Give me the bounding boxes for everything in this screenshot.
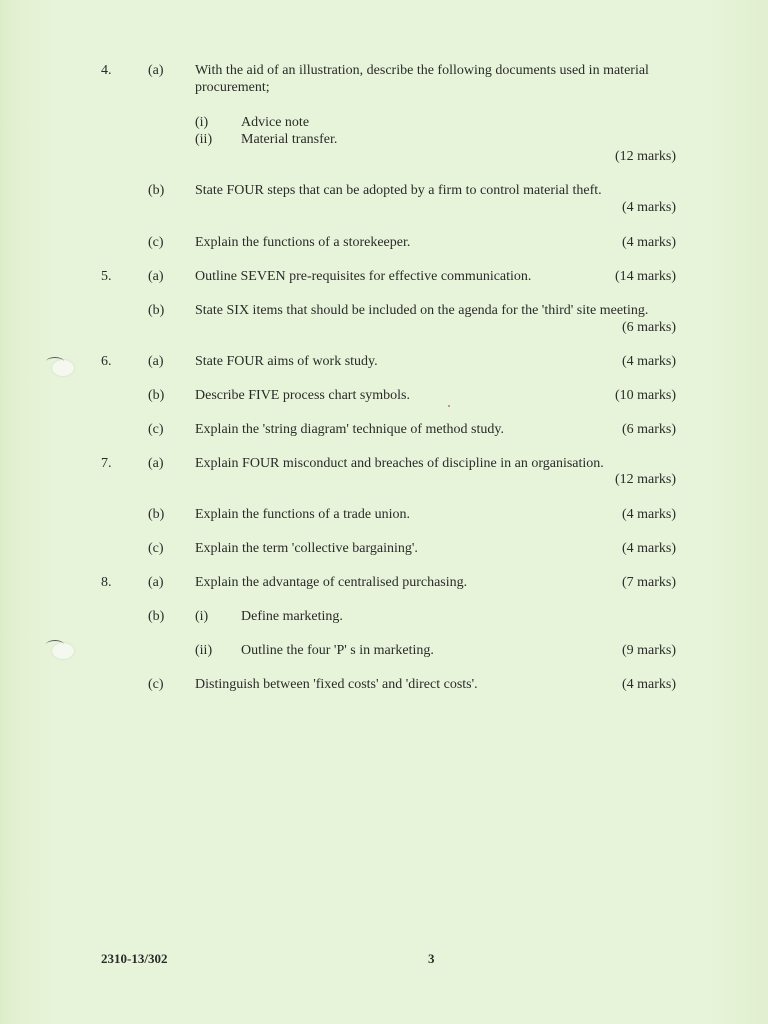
- question-4a-ii-text: Material transfer.: [241, 132, 338, 147]
- paper-speck: [448, 405, 450, 407]
- question-5b-text: State SIX items that should be included on the agenda for the 'third' site meeting.: [195, 303, 649, 318]
- question-4a-i-label: (i): [195, 115, 209, 130]
- question-5a-marks: (14 marks): [614, 269, 676, 284]
- question-6a-text: State FOUR aims of work study.: [195, 354, 378, 369]
- question-8a-label: (a): [148, 575, 164, 590]
- question-8b-label: (b): [148, 609, 165, 624]
- question-8b-ii-label: (ii): [195, 643, 213, 658]
- question-7c-label: (c): [148, 541, 164, 556]
- question-6-number: 6.: [101, 354, 112, 369]
- question-4-number: 4.: [101, 63, 112, 78]
- question-7-number: 7.: [101, 456, 112, 471]
- question-8a-marks: (7 marks): [621, 575, 676, 590]
- question-4a-text-line2: procurement;: [195, 80, 270, 95]
- question-7a-marks: (12 marks): [614, 472, 676, 487]
- question-6b-marks: (10 marks): [614, 388, 676, 403]
- question-7a-text: Explain FOUR misconduct and breaches of discipline in an organisation.: [195, 456, 604, 471]
- question-4b-text: State FOUR steps that can be adopted by a firm to control material theft.: [195, 183, 602, 198]
- question-8b-marks: (9 marks): [621, 643, 676, 658]
- question-4a-i-text: Advice note: [241, 115, 310, 130]
- question-6b-text: Describe FIVE process chart symbols.: [195, 388, 411, 403]
- question-8c-marks: (4 marks): [621, 677, 676, 692]
- question-6b-label: (b): [148, 388, 165, 403]
- paper-code: 2310-13/302: [101, 951, 168, 966]
- question-7b-marks: (4 marks): [621, 507, 676, 522]
- question-4b-label: (b): [148, 183, 165, 198]
- question-4c-label: (c): [148, 235, 164, 250]
- punch-hole-top: [52, 360, 74, 376]
- question-8b-i-text: Define marketing.: [241, 609, 343, 624]
- question-8b-ii-text: Outline the four 'P' s in marketing.: [241, 643, 434, 658]
- question-6a-marks: (4 marks): [621, 354, 676, 369]
- question-6c-marks: (6 marks): [621, 422, 676, 437]
- question-5b-marks: (6 marks): [621, 320, 676, 335]
- page-number: 3: [428, 951, 435, 966]
- question-6a-label: (a): [148, 354, 164, 369]
- question-5b-label: (b): [148, 303, 165, 318]
- question-5a-label: (a): [148, 269, 164, 284]
- question-7a-label: (a): [148, 456, 164, 471]
- question-6c-label: (c): [148, 422, 164, 437]
- punch-hole-bottom: [52, 643, 74, 659]
- question-7c-text: Explain the term 'collective bargaining'.: [195, 541, 418, 556]
- question-8-number: 8.: [101, 575, 112, 590]
- question-7c-marks: (4 marks): [621, 541, 676, 556]
- question-4a-ii-label: (ii): [195, 132, 213, 147]
- question-5-number: 5.: [101, 269, 112, 284]
- question-7b-label: (b): [148, 507, 165, 522]
- question-4a-marks: (12 marks): [614, 149, 676, 164]
- question-8a-text: Explain the advantage of centralised purchasing.: [195, 575, 468, 590]
- question-4a-text-line1: With the aid of an illustration, describe the following documents used in material: [195, 63, 649, 78]
- question-5a-text: Outline SEVEN pre-requisites for effective communication.: [195, 269, 532, 284]
- question-8c-label: (c): [148, 677, 164, 692]
- question-6c-text: Explain the 'string diagram' technique of method study.: [195, 422, 504, 437]
- question-4c-text: Explain the functions of a storekeeper.: [195, 235, 411, 250]
- question-8c-text: Distinguish between 'fixed costs' and 'direct costs'.: [195, 677, 478, 692]
- question-8b-i-label: (i): [195, 609, 209, 624]
- question-4a-label: (a): [148, 63, 164, 78]
- question-4b-marks: (4 marks): [621, 200, 676, 215]
- question-4c-marks: (4 marks): [621, 235, 676, 250]
- question-7b-text: Explain the functions of a trade union.: [195, 507, 410, 522]
